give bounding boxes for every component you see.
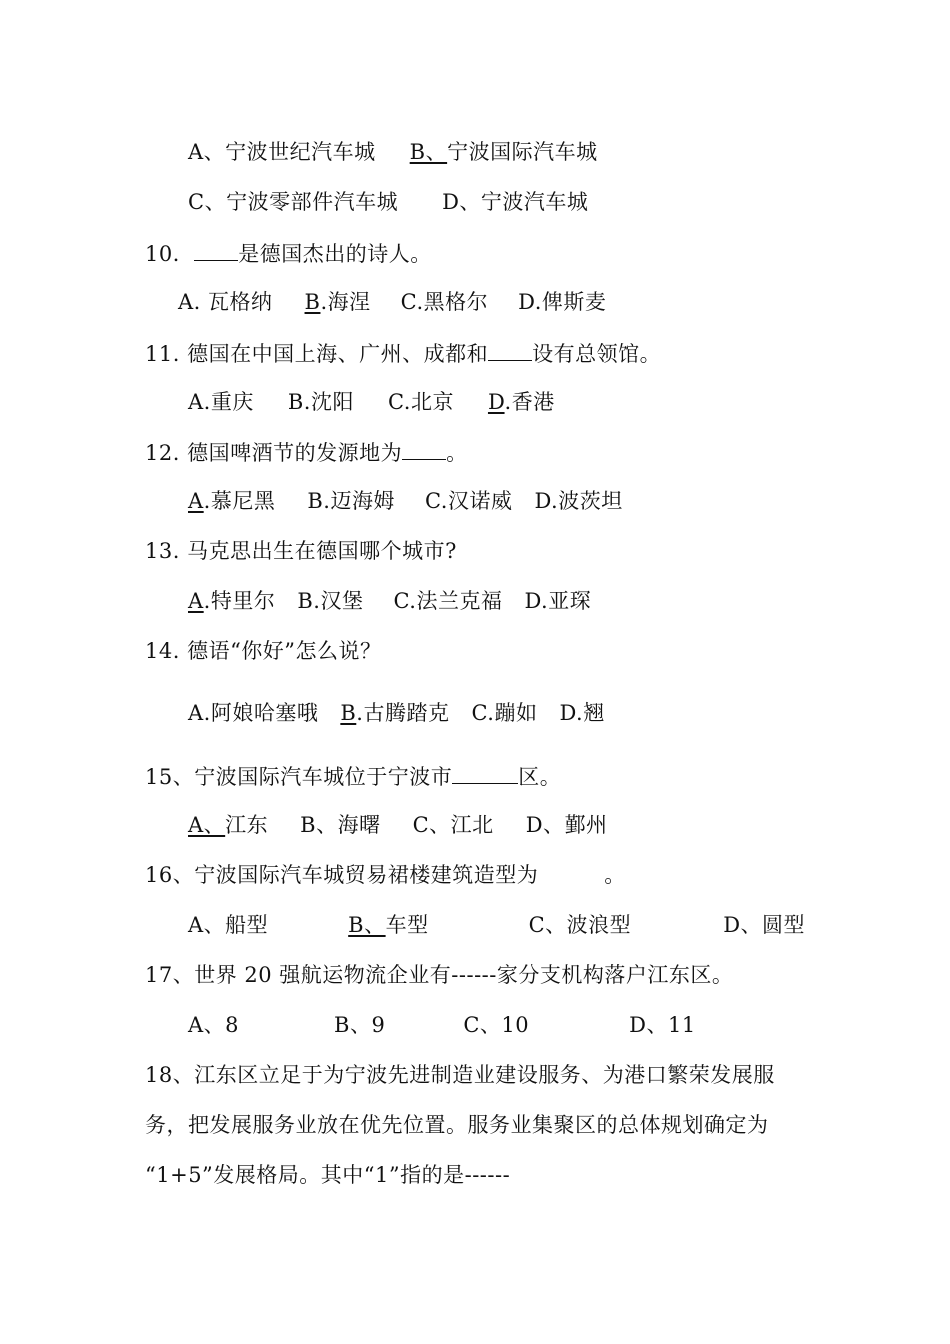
answer-blank xyxy=(402,437,446,460)
option-a: A、宁波世纪汽车城 xyxy=(188,140,376,164)
answer-blank xyxy=(452,761,518,784)
question-text: “1+5”发展格局。其中“1”指的是------ xyxy=(145,1163,511,1187)
question-14 xyxy=(145,637,382,665)
option-d: D.翘 xyxy=(559,701,605,725)
question-text: 12. 德国啤酒节的发源地为 xyxy=(145,441,403,465)
options-row xyxy=(178,288,606,316)
question-text: 15、宁波国际汽车城位于宁波市 xyxy=(145,765,453,789)
options-row xyxy=(188,1011,696,1039)
option-d: D、鄞州 xyxy=(525,813,608,837)
option-c: C、宁波零部件汽车城 xyxy=(188,190,399,214)
option-b-key: B xyxy=(340,701,357,725)
question-text: 17、世界 20 强航运物流企业有------家分支机构落户江东区。 xyxy=(145,963,734,987)
question-13 xyxy=(145,537,457,565)
question-text: 14. 德语“你好”怎么说？ xyxy=(145,639,382,663)
answer-blank xyxy=(488,338,532,361)
question-number: 10． xyxy=(145,242,195,266)
option-b: .海涅 xyxy=(320,290,371,314)
question-text-after: 区。 xyxy=(518,765,562,789)
option-c: C.蹦如 xyxy=(471,701,538,725)
question-text: 16、宁波国际汽车城贸易裙楼建筑造型为 xyxy=(145,863,539,887)
question-16 xyxy=(145,861,626,889)
option-a: A、船型 xyxy=(188,913,269,937)
option-a-key: A xyxy=(188,589,204,613)
option-c: C.法兰克福 xyxy=(393,589,503,613)
option-b: 车型 xyxy=(385,913,429,937)
options-row xyxy=(188,587,591,615)
option-d: .香港 xyxy=(504,390,555,414)
answer-blank xyxy=(194,238,238,261)
option-b: B.汉堡 xyxy=(297,589,364,613)
question-text: 11. 德国在中国上海、广州、成都和 xyxy=(145,342,489,366)
options-row xyxy=(188,188,588,216)
question-10 xyxy=(145,238,432,268)
option-d: D、宁波汽车城 xyxy=(442,190,589,214)
option-d: D.波茨坦 xyxy=(534,489,623,513)
question-12 xyxy=(145,437,468,467)
option-c: C.北京 xyxy=(387,390,454,414)
option-b: 宁波国际汽车城 xyxy=(447,140,598,164)
option-d: D、11 xyxy=(629,1013,696,1037)
option-a: A. 瓦格纳 xyxy=(178,290,273,314)
option-d: D.俾斯麦 xyxy=(518,290,607,314)
options-row xyxy=(188,911,805,939)
options-row xyxy=(188,811,608,839)
option-c: C.汉诺威 xyxy=(424,489,513,513)
option-a-key: A、 xyxy=(188,813,226,837)
question-text: 18、江东区立足于为宁波先进制造业建设服务、为港口繁荣发展服 xyxy=(145,1063,775,1087)
option-c: C、波浪型 xyxy=(528,913,632,937)
question-text-after: 。 xyxy=(604,863,626,887)
option-b-key: B xyxy=(304,290,321,314)
option-b-key: B、 xyxy=(348,913,386,937)
question-text: 是德国杰出的诗人。 xyxy=(238,242,432,266)
option-b: .古腾踏克 xyxy=(356,701,450,725)
question-text-after: 设有总领馆。 xyxy=(532,342,662,366)
question-18-line-2 xyxy=(145,1111,769,1139)
question-text: 务，把发展服务业放在优先位置。服务业集聚区的总体规划确定为 xyxy=(145,1113,769,1137)
option-a: A.阿娘哈塞哦 xyxy=(188,701,319,725)
option-a-key: A xyxy=(188,489,204,513)
option-b: B.沈阳 xyxy=(287,390,354,414)
option-a: .慕尼黑 xyxy=(203,489,276,513)
options-row xyxy=(188,388,555,416)
option-b-key: B、 xyxy=(409,140,448,164)
question-17 xyxy=(145,961,733,989)
option-d-key: D xyxy=(487,390,505,414)
option-c: C.黑格尔 xyxy=(400,290,489,314)
option-c: C、10 xyxy=(463,1013,530,1037)
option-b: B、9 xyxy=(334,1013,386,1037)
option-b: B、海曙 xyxy=(300,813,381,837)
question-text: 13. 马克思出生在德国哪个城市? xyxy=(145,539,457,563)
options-row xyxy=(188,699,605,727)
option-a: .特里尔 xyxy=(203,589,276,613)
question-18-line-3 xyxy=(145,1161,510,1189)
question-18-line-1 xyxy=(145,1061,775,1089)
option-a: A、8 xyxy=(188,1013,240,1037)
options-row xyxy=(188,138,598,166)
option-b: B.迈海姆 xyxy=(307,489,395,513)
option-a: 江东 xyxy=(225,813,269,837)
option-c: C、江北 xyxy=(412,813,494,837)
option-d: D、圆型 xyxy=(723,913,806,937)
question-text-after: 。 xyxy=(446,441,468,465)
option-d: D.亚琛 xyxy=(524,589,592,613)
question-11 xyxy=(145,338,661,368)
option-a: A.重庆 xyxy=(188,390,254,414)
question-15 xyxy=(145,761,561,791)
options-row xyxy=(188,487,623,515)
